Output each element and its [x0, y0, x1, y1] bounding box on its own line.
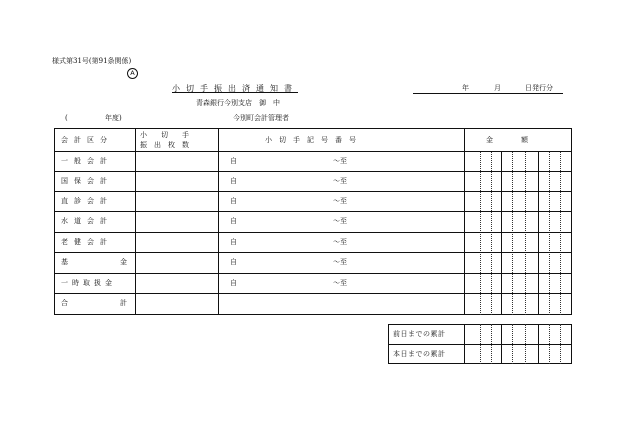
row-label-temporary: 一時取扱金: [61, 279, 116, 287]
digit-divider: [538, 151, 539, 315]
header-account-category: 会計区分: [61, 136, 113, 144]
fiscal-year-open: (: [65, 114, 68, 122]
row-from: 自: [230, 217, 237, 225]
row-label-general: 一般会計: [61, 157, 113, 165]
row-from: 自: [230, 238, 237, 246]
digit-divider: [560, 324, 561, 364]
main-table: [54, 128, 572, 315]
row-divider: [54, 171, 572, 172]
row-from: 自: [230, 197, 237, 205]
row-label-water: 水道会計: [61, 217, 113, 225]
row-divider: [54, 151, 572, 152]
row-to: ～至: [333, 197, 347, 205]
digit-divider: [538, 324, 539, 364]
row-divider: [54, 273, 572, 274]
digit-divider: [549, 151, 550, 315]
row-from: 自: [230, 177, 237, 185]
row-label-kokuho: 国保会計: [61, 177, 113, 185]
header-cheque-number: 小 切 手 記 号 番 号: [265, 136, 356, 144]
digit-divider: [525, 151, 526, 315]
row-label-elder-health: 老健会計: [61, 238, 113, 246]
row-divider: [54, 191, 572, 192]
digit-divider: [549, 324, 550, 364]
digit-divider: [525, 324, 526, 364]
row-to: ～至: [333, 177, 347, 185]
col-divider: [135, 128, 136, 315]
row-from: 自: [230, 279, 237, 287]
sender: 今別町会計管理者: [233, 114, 289, 122]
digit-divider: [480, 151, 481, 315]
digit-divider: [480, 324, 481, 364]
row-from: 自: [230, 258, 237, 266]
header-cheque-count-2: 振 出 枚 数: [140, 141, 189, 149]
cumulative-current-label: 本日までの累計: [393, 350, 446, 358]
row-label-fund: 基金: [61, 258, 179, 266]
form-number: 様式第31号(第91条関係): [52, 57, 132, 65]
variant-circle-mark: A: [127, 68, 138, 79]
digit-divider: [491, 324, 492, 364]
row-divider: [54, 293, 572, 294]
row-to: ～至: [333, 258, 347, 266]
row-divider: [54, 252, 572, 253]
row-to: ～至: [333, 279, 347, 287]
digit-divider: [501, 324, 502, 364]
row-from: 自: [230, 157, 237, 165]
date-year: 年: [462, 84, 469, 92]
digit-divider: [501, 151, 502, 315]
cumulative-previous-label: 前日までの累計: [393, 330, 446, 338]
date-underline: [413, 93, 563, 94]
row-divider: [54, 232, 572, 233]
header-cheque-count-1: 小 切 手: [140, 131, 189, 139]
digit-divider: [512, 324, 513, 364]
fiscal-year-label: 年度): [105, 114, 122, 122]
date-month: 月: [494, 84, 501, 92]
row-to: ～至: [333, 217, 347, 225]
date-day-issued: 日発行分: [525, 84, 553, 92]
col-divider: [218, 128, 219, 315]
header-amount: 金 額: [486, 136, 528, 144]
row-to: ～至: [333, 157, 347, 165]
digit-divider: [560, 151, 561, 315]
addressee: 青森銀行今別支店 御 中: [196, 99, 280, 107]
digit-divider: [491, 151, 492, 315]
row-to: ～至: [333, 238, 347, 246]
digit-divider: [512, 151, 513, 315]
row-divider: [54, 211, 572, 212]
row-label-total: 合計: [61, 299, 179, 307]
document-title: 小切手振出済通知書: [172, 84, 298, 93]
col-divider: [464, 324, 465, 364]
row-label-clinic: 直診会計: [61, 197, 113, 205]
col-divider: [464, 128, 465, 315]
